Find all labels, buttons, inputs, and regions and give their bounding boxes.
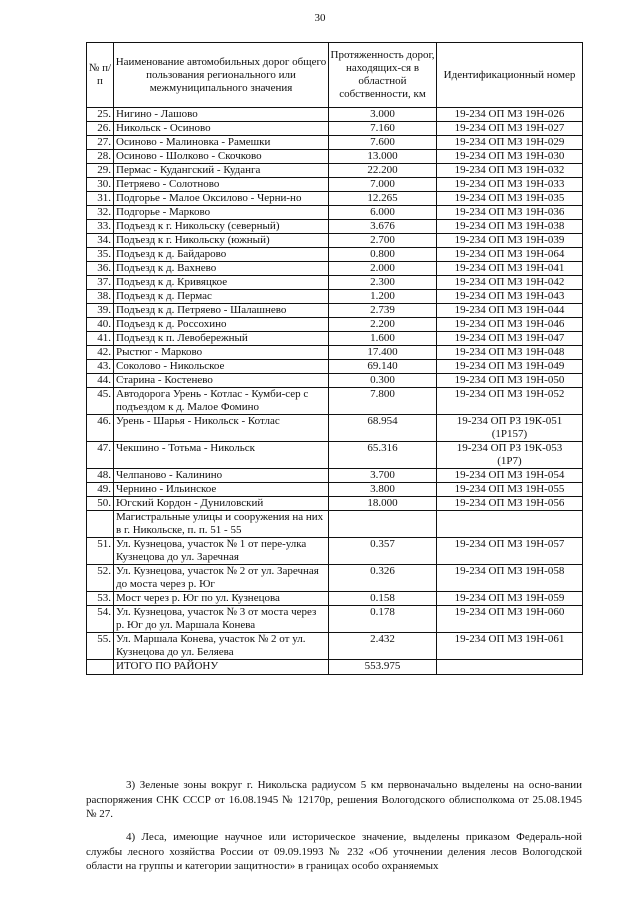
row-num: 28.	[87, 150, 114, 164]
row-ident: 19-234 ОП МЗ 19Н-050	[437, 374, 583, 388]
row-ident	[437, 442, 583, 469]
table-row	[87, 374, 583, 388]
table-header	[87, 43, 583, 108]
row-name: Пермас - Кудангский - Куданга	[114, 164, 329, 178]
row-name: Ул. Кузнецова, участок № 2 от ул. Заречная до моста через р. Юг	[114, 565, 329, 592]
row-num: 36.	[87, 262, 114, 276]
row-num: 47.	[87, 442, 114, 469]
table-row	[87, 565, 583, 592]
row-length: 0.178	[329, 606, 437, 633]
row-name: Подъезд к п. Левобережный	[114, 332, 329, 346]
row-ident: 19-234 ОП МЗ 19Н-029	[437, 136, 583, 150]
row-name: Нигино - Лашово	[114, 108, 329, 122]
table-body	[87, 108, 583, 675]
row-length: 7.160	[329, 122, 437, 136]
row-name: Чекшино - Тотьма - Никольск	[114, 442, 329, 469]
row-name: Ул. Кузнецова, участок № 1 от пере-улка Кузнецова до ул. Заречная	[114, 538, 329, 565]
table-row	[87, 164, 583, 178]
row-num: 52.	[87, 565, 114, 592]
table-row	[87, 178, 583, 192]
table-row	[87, 469, 583, 483]
row-num: 51.	[87, 538, 114, 565]
row-ident: 19-234 ОП МЗ 19Н-057	[437, 538, 583, 565]
row-num: 43.	[87, 360, 114, 374]
row-name: Мост через р. Юг по ул. Кузнецова	[114, 592, 329, 606]
row-length: 0.357	[329, 538, 437, 565]
row-name: Петряево - Солотново	[114, 178, 329, 192]
row-length: 68.954	[329, 415, 437, 442]
table-row	[87, 276, 583, 290]
paragraph-forests: 4) Леса, имеющие научное или историческое значение, выделены приказом Федераль-ной службы лесного хозяйства России от 09.09.1993 № 232 «Об уточнении деления лесов Вологодской области на группы и категории защитности» в границах особо охраняемых	[86, 831, 582, 872]
row-ident: 19-234 ОП МЗ 19Н-035	[437, 192, 583, 206]
row-num: 44.	[87, 374, 114, 388]
table-row	[87, 606, 583, 633]
table-row	[87, 511, 583, 538]
row-length: 2.000	[329, 262, 437, 276]
total-row	[87, 660, 583, 675]
row-ident: 19-234 ОП МЗ 19Н-054	[437, 469, 583, 483]
table-row	[87, 388, 583, 415]
row-length: 2.200	[329, 318, 437, 332]
row-ident-line: 19-234 ОП РЗ 19К-053	[456, 442, 563, 454]
row-ident: 19-234 ОП МЗ 19Н-049	[437, 360, 583, 374]
row-num: 48.	[87, 469, 114, 483]
row-length: 7.600	[329, 136, 437, 150]
row-length: 13.000	[329, 150, 437, 164]
row-num: 38.	[87, 290, 114, 304]
table-header-row	[87, 43, 583, 108]
row-length: 0.158	[329, 592, 437, 606]
row-name: Соколово - Никольское	[114, 360, 329, 374]
row-name: Подъезд к д. Петряево - Шалашнево	[114, 304, 329, 318]
row-name: Подгорье - Малое Оксилово - Черни-но	[114, 192, 329, 206]
page-number: 30	[314, 12, 326, 24]
row-length: 3.000	[329, 108, 437, 122]
row-ident: 19-234 ОП МЗ 19Н-036	[437, 206, 583, 220]
row-length: 2.432	[329, 633, 437, 660]
table-row	[87, 415, 583, 442]
row-ident: 19-234 ОП МЗ 19Н-061	[437, 633, 583, 660]
row-num: 33.	[87, 220, 114, 234]
row-num: 41.	[87, 332, 114, 346]
row-num: 55.	[87, 633, 114, 660]
row-name: Никольск - Осиново	[114, 122, 329, 136]
row-num: 42.	[87, 346, 114, 360]
row-num: 40.	[87, 318, 114, 332]
row-ident: 19-234 ОП МЗ 19Н-056	[437, 497, 583, 511]
row-length: 65.316	[329, 442, 437, 469]
row-length: 12.265	[329, 192, 437, 206]
table-row	[87, 497, 583, 511]
total-length: 553.975	[329, 660, 437, 675]
row-num: 49.	[87, 483, 114, 497]
table-row	[87, 150, 583, 164]
row-length: 7.800	[329, 388, 437, 415]
row-ident: 19-234 ОП МЗ 19Н-044	[437, 304, 583, 318]
table-row	[87, 248, 583, 262]
row-length: 22.200	[329, 164, 437, 178]
row-name: Старина - Костенево	[114, 374, 329, 388]
row-length: 2.739	[329, 304, 437, 318]
row-length: 0.300	[329, 374, 437, 388]
row-length: 0.326	[329, 565, 437, 592]
table-row	[87, 122, 583, 136]
row-ident: 19-234 ОП МЗ 19Н-033	[437, 178, 583, 192]
row-ident-code: (1Р7)	[497, 455, 522, 467]
row-name: Чернино - Ильинское	[114, 483, 329, 497]
header-num: № п/п	[87, 43, 114, 108]
table-row	[87, 332, 583, 346]
row-name: Челпаново - Калинино	[114, 469, 329, 483]
row-length: 7.000	[329, 178, 437, 192]
row-length: 2.300	[329, 276, 437, 290]
table-row	[87, 538, 583, 565]
row-length: 2.700	[329, 234, 437, 248]
row-num: 32.	[87, 206, 114, 220]
row-ident: 19-234 ОП МЗ 19Н-058	[437, 565, 583, 592]
row-num: 27.	[87, 136, 114, 150]
row-num: 46.	[87, 415, 114, 442]
row-num: 45.	[87, 388, 114, 415]
row-length: 0.800	[329, 248, 437, 262]
row-num: 50.	[87, 497, 114, 511]
row-length: 69.140	[329, 360, 437, 374]
row-name: Подъезд к д. Вахнево	[114, 262, 329, 276]
row-ident: 19-234 ОП МЗ 19Н-055	[437, 483, 583, 497]
row-ident: 19-234 ОП МЗ 19Н-042	[437, 276, 583, 290]
paragraph-green-zones: 3) Зеленые зоны вокруг г. Никольска радиусом 5 км первоначально выделены на осно-вании распоряжения СНК СССР от 16.08.1945 № 12170р, решения Вологодского облисполкома от 25.08.1945 № 27.	[86, 779, 582, 820]
table-row	[87, 136, 583, 150]
table-row	[87, 108, 583, 122]
row-ident: 19-234 ОП МЗ 19Н-043	[437, 290, 583, 304]
row-name: Подъезд к д. Кривяцкое	[114, 276, 329, 290]
header-name: Наименование автомобильных дорог общего пользования регионального или межмуниципального значения	[114, 43, 329, 108]
row-num: 53.	[87, 592, 114, 606]
total-ident-cell	[437, 660, 583, 675]
row-ident: 19-234 ОП МЗ 19Н-052	[437, 388, 583, 415]
roads-table	[86, 42, 583, 675]
row-name: Подъезд к д. Байдарово	[114, 248, 329, 262]
row-length: 17.400	[329, 346, 437, 360]
row-name: Осиново - Шолково - Скочково	[114, 150, 329, 164]
total-label: ИТОГО ПО РАЙОНУ	[114, 660, 329, 675]
row-name: Урень - Шарья - Никольск - Котлас	[114, 415, 329, 442]
row-num: 25.	[87, 108, 114, 122]
row-num: 37.	[87, 276, 114, 290]
row-num: 29.	[87, 164, 114, 178]
row-ident	[437, 511, 583, 538]
row-length: 6.000	[329, 206, 437, 220]
row-ident: 19-234 ОП МЗ 19Н-064	[437, 248, 583, 262]
row-ident: 19-234 ОП МЗ 19Н-059	[437, 592, 583, 606]
row-ident: 19-234 ОП МЗ 19Н-032	[437, 164, 583, 178]
table-row	[87, 262, 583, 276]
table-row	[87, 304, 583, 318]
row-num: 31.	[87, 192, 114, 206]
row-ident: 19-234 ОП МЗ 19Н-046	[437, 318, 583, 332]
row-num: 35.	[87, 248, 114, 262]
row-length: 3.676	[329, 220, 437, 234]
row-name: Автодорога Урень - Котлас - Кумби-сер с подъездом к д. Малое Фомино	[114, 388, 329, 415]
table-row	[87, 592, 583, 606]
table-row	[87, 206, 583, 220]
row-length	[329, 511, 437, 538]
table-row	[87, 360, 583, 374]
row-name: Подъезд к г. Никольску (южный)	[114, 234, 329, 248]
table-row	[87, 442, 583, 469]
row-num	[87, 511, 114, 538]
row-ident: 19-234 ОП МЗ 19Н-026	[437, 108, 583, 122]
table-row	[87, 633, 583, 660]
row-name: Рыстюг - Марково	[114, 346, 329, 360]
row-length: 1.600	[329, 332, 437, 346]
row-num: 26.	[87, 122, 114, 136]
row-ident: 19-234 ОП МЗ 19Н-048	[437, 346, 583, 360]
row-ident	[437, 415, 583, 442]
header-length: Протяженность дорог, находящих-ся в областной собственности, км	[329, 43, 437, 108]
table-row	[87, 234, 583, 248]
row-num: 30.	[87, 178, 114, 192]
table-row	[87, 483, 583, 497]
row-ident: 19-234 ОП МЗ 19Н-039	[437, 234, 583, 248]
table-row	[87, 192, 583, 206]
row-ident-line: 19-234 ОП РЗ 19К-051	[456, 415, 563, 427]
row-name: Подъезд к г. Никольску (северный)	[114, 220, 329, 234]
total-num-cell	[87, 660, 114, 675]
table-row	[87, 290, 583, 304]
row-length: 18.000	[329, 497, 437, 511]
row-num: 54.	[87, 606, 114, 633]
row-ident: 19-234 ОП МЗ 19Н-047	[437, 332, 583, 346]
row-name: Осиново - Малиновка - Рамешки	[114, 136, 329, 150]
table-row	[87, 318, 583, 332]
header-ident: Идентификационный номер	[437, 43, 583, 108]
row-name: Подъезд к д. Пермас	[114, 290, 329, 304]
table-row	[87, 346, 583, 360]
row-length: 3.800	[329, 483, 437, 497]
row-num: 39.	[87, 304, 114, 318]
row-ident: 19-234 ОП МЗ 19Н-038	[437, 220, 583, 234]
row-ident: 19-234 ОП МЗ 19Н-041	[437, 262, 583, 276]
table-row	[87, 220, 583, 234]
row-length: 3.700	[329, 469, 437, 483]
row-name: Ул. Маршала Конева, участок № 2 от ул. Кузнецова до ул. Беляева	[114, 633, 329, 660]
row-ident-code: (1Р157)	[491, 428, 528, 440]
row-name: Магистральные улицы и сооружения на них в г. Никольске, п. п. 51 - 55	[114, 511, 329, 538]
row-name: Югский Кордон - Дуниловский	[114, 497, 329, 511]
row-ident: 19-234 ОП МЗ 19Н-027	[437, 122, 583, 136]
row-num: 34.	[87, 234, 114, 248]
row-ident: 19-234 ОП МЗ 19Н-030	[437, 150, 583, 164]
row-ident: 19-234 ОП МЗ 19Н-060	[437, 606, 583, 633]
row-name: Подгорье - Марково	[114, 206, 329, 220]
row-name: Ул. Кузнецова, участок № 3 от моста через р. Юг до ул. Маршала Конева	[114, 606, 329, 633]
row-length: 1.200	[329, 290, 437, 304]
row-name: Подъезд к д. Россохино	[114, 318, 329, 332]
